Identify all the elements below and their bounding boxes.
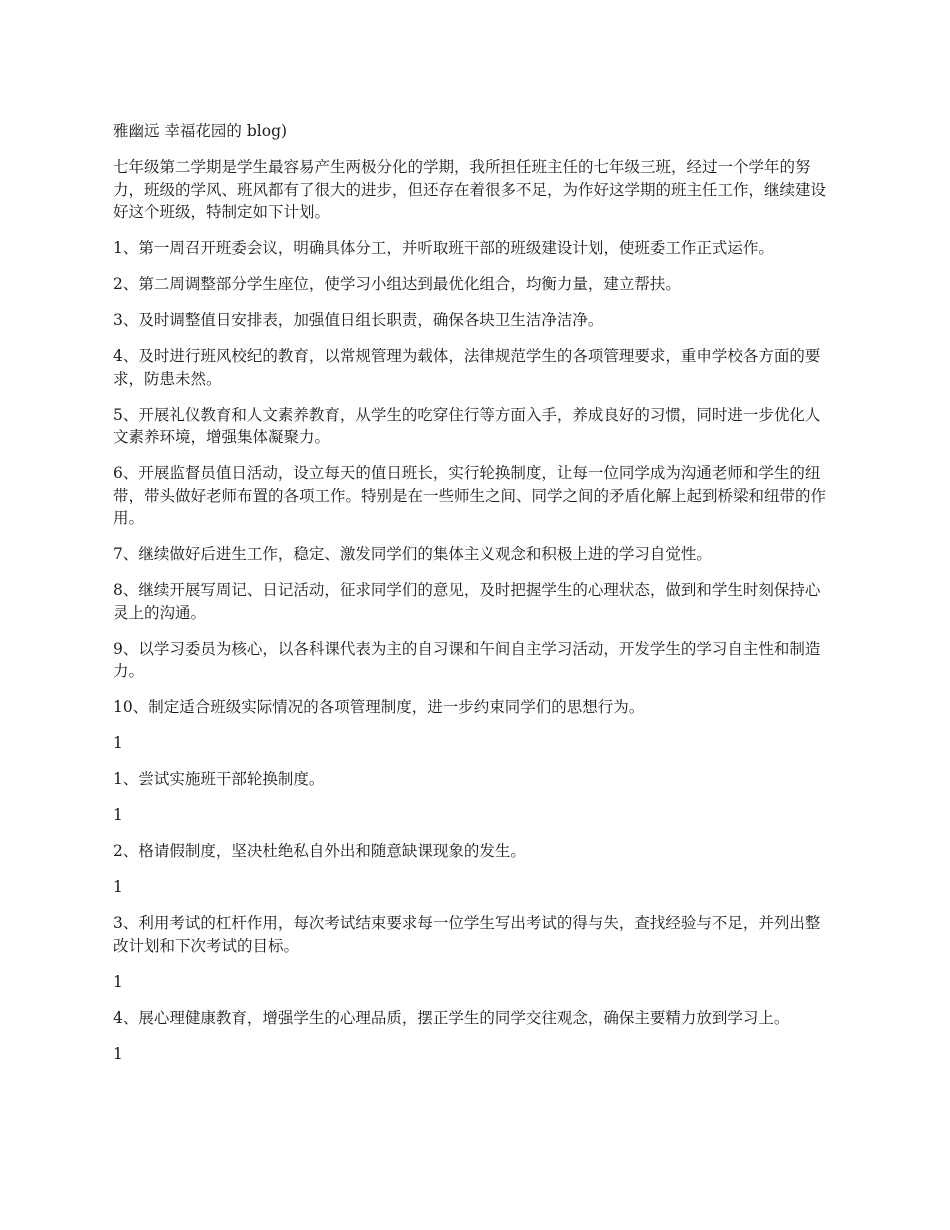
section-number: 1: [113, 1044, 123, 1063]
sub-item-1: 1、尝试实施班干部轮换制度。: [113, 770, 325, 788]
document-body: [113, 120, 835, 1079]
section-number: 1: [113, 806, 123, 824]
sub-item-4: 4、展心理健康教育，增强学生的心理品质，摆正学生的同学交往观念，确保主要精力放到学习上。: [113, 1008, 790, 1027]
plan-item-10: 10、制定适合班级实际情况的各项管理制度，进一步约束同学们的思想行为。: [113, 698, 645, 716]
plan-item-5: 5、开展礼仪教育和人文素养教育，从学生的吃穿住行等方面入手，养成良好的习惯，同时进一步优化人文素养环境，增强集体凝聚力。: [113, 405, 821, 446]
plan-item-7: 7、继续做好后进生工作，稳定、激发同学们的集体主义观念和积极上进的学习自觉性。: [113, 545, 712, 563]
plan-item-2: 2、第二周调整部分学生座位，使学习小组达到最优化组合，均衡力量，建立帮扶。: [113, 275, 681, 293]
plan-item-9: 9、以学习委员为核心，以各科课代表为主的自习课和午间自主学习活动，开发学生的学习自主性和制造力。: [113, 639, 821, 680]
blog-source-line: 雅幽远 幸福花园的 blog): [113, 122, 288, 140]
plan-item-3: 3、及时调整值日安排表，加强值日组长职责，确保各块卫生洁净洁净。: [113, 311, 604, 329]
plan-item-8: 8、继续开展写周记、日记活动，征求同学们的意见，及时把握学生的心理状态，做到和学生时刻保持心灵上的沟通。: [113, 581, 821, 622]
section-number: 1: [113, 972, 123, 991]
plan-item-4: 4、及时进行班风校纪的教育，以常规管理为载体，法律规范学生的各项管理要求，重申学校各方面的要求，防患未然。: [113, 347, 821, 388]
sub-item-2: 2、格请假制度，坚决杜绝私自外出和随意缺课现象的发生。: [113, 842, 526, 860]
intro-paragraph: 七年级第二学期是学生最容易产生两极分化的学期，我所担任班主任的七年级三班，经过一个学年的努力，班级的学风、班风都有了很大的进步，但还存在着很多不足，为作好这学期的班主任工作，继续建设好这个班级，特制定如下计划。: [113, 158, 827, 221]
section-number: 1: [113, 878, 123, 896]
plan-item-6: 6、开展监督员值日活动，设立每天的值日班长，实行轮换制度，让每一位同学成为沟通老师和学生的纽带，带头做好老师布置的各项工作。特别是在一些师生之间、同学之间的矛盾化解上起到桥梁和纽带的作用。: [113, 464, 827, 527]
section-number: 1: [113, 734, 123, 752]
plan-item-1: 1、第一周召开班委会议，明确具体分工，并听取班干部的班级建设计划，使班委工作正式运作。: [113, 239, 774, 257]
sub-item-3: 3、利用考试的杠杆作用，每次考试结束要求每一位学生写出考试的得与失，查找经验与不足，并列出整改计划和下次考试的目标。: [113, 914, 821, 955]
